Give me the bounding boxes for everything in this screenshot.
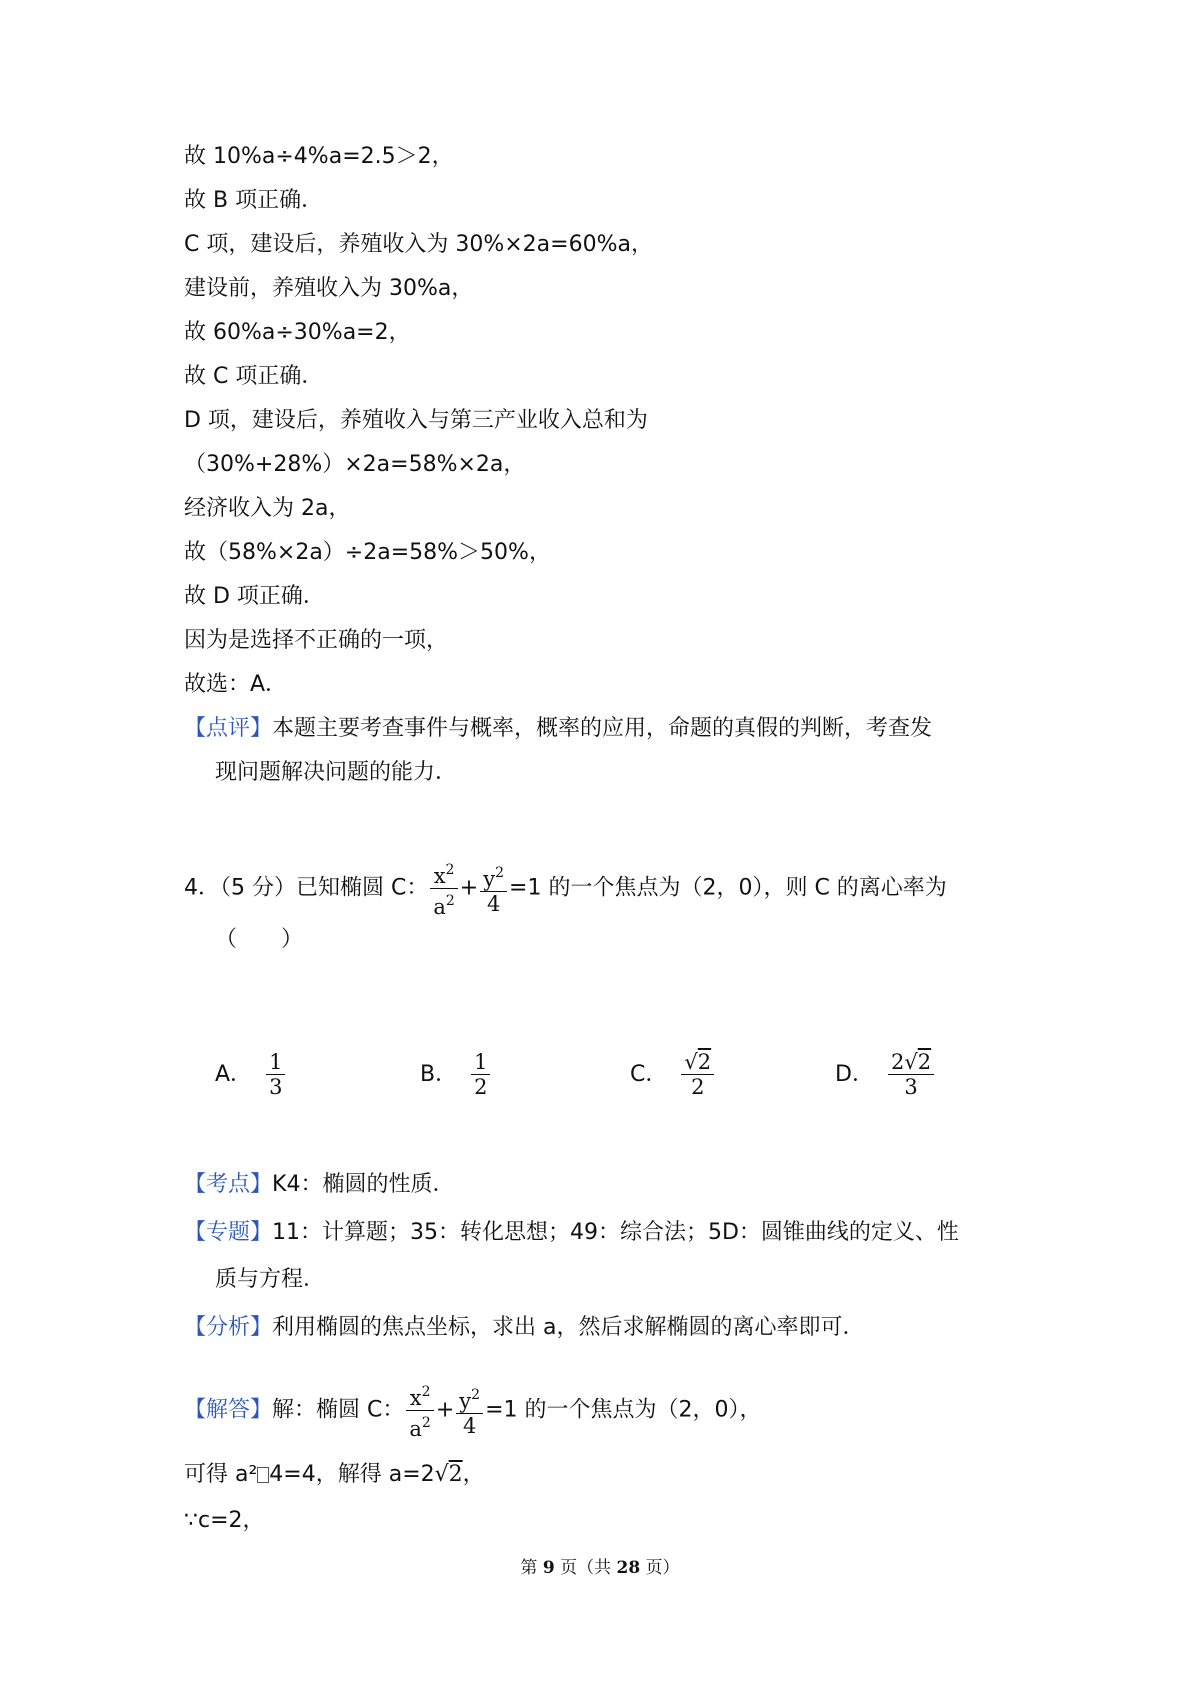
missing-glyph-box xyxy=(257,1467,269,1483)
fraction-x-over-a: $\frac{x^2}{a^2}$ xyxy=(430,858,457,919)
solution-line: C 项，建设后，养殖收入为 30%×2a=60%a， xyxy=(184,232,653,257)
solution-line: 因为是选择不正确的一项， xyxy=(184,628,449,653)
review-line xyxy=(184,714,932,744)
solution-step: 可得 a² 4=4，解得 a=2√2， xyxy=(184,1462,485,1487)
solution-line: 故（58%×2a）÷2a=58%＞50%， xyxy=(184,540,551,565)
review-text: 本题主要考查事件与概率，概率的应用，命题的真假的判断，考查发 xyxy=(272,716,933,741)
jieda-tag: 【解答】 xyxy=(184,1397,273,1423)
zhuanti-tag: 【专题】 xyxy=(184,1220,273,1245)
review-tag: 【点评】 xyxy=(184,716,273,741)
solution-line: 故 C 项正确． xyxy=(184,364,324,389)
page-footer: 第 9 页（共 28 页） xyxy=(520,1558,680,1578)
fenxi-tag: 【分析】 xyxy=(184,1315,273,1340)
option-d[interactable]: D． $\frac{2√2}{3}$ xyxy=(835,1050,936,1099)
fraction-y-over-4: $\frac{y^2}{4}$ xyxy=(480,861,507,916)
question-suffix: =1 的一个焦点为（2，0），则 C 的离心率为 xyxy=(509,875,947,901)
solution-line: 建设前，养殖收入为 30%a， xyxy=(184,276,474,301)
solution-line: （30%+28%）×2a=58%×2a， xyxy=(184,452,526,477)
solution-line: 故 B 项正确． xyxy=(184,188,324,213)
zhuanti-line: 【专题】11：计算题；35：转化思想；49：综合法；5D：圆锥曲线的定义、性 xyxy=(184,1220,959,1245)
option-a[interactable]: A． $\frac{1}{3}$ xyxy=(215,1050,287,1099)
kaodian-tag: 【考点】 xyxy=(184,1172,273,1197)
zhuanti-line-2: 质与方程． xyxy=(215,1267,326,1292)
fenxi-line: 【分析】利用椭圆的焦点坐标，求出 a，然后求解椭圆的离心率即可． xyxy=(184,1315,865,1340)
question-prefix: 4．（5 分）已知椭圆 C： xyxy=(184,875,429,901)
question-stem: 4．（5 分）已知椭圆 C： $\frac{x^2}{a^2}$ + $\frac{y^2}{4}$ =1 的一个焦点为（2，0），则 C 的离心率为 xyxy=(184,858,947,919)
kaodian-line: 【考点】K4：椭圆的性质． xyxy=(184,1172,455,1197)
fraction-x-over-a: $\frac{x^2}{a^2}$ xyxy=(406,1380,433,1441)
solution-line: 故 60%a÷30%a=2， xyxy=(184,320,411,345)
solution-step: ∵c=2， xyxy=(184,1508,265,1533)
solution-line: 故 D 项正确． xyxy=(184,584,325,609)
answer-paren: （ ） xyxy=(215,927,304,952)
review-line-2: 现问题解决问题的能力． xyxy=(215,760,458,785)
option-b[interactable]: B． $\frac{1}{2}$ xyxy=(420,1050,492,1099)
solution-line: 经济收入为 2a， xyxy=(184,496,351,521)
fraction-y-over-4: $\frac{y^2}{4}$ xyxy=(456,1383,483,1438)
solution-line: D 项，建设后，养殖收入与第三产业收入总和为 xyxy=(184,408,648,433)
option-c[interactable]: C． $\frac{√2}{2}$ xyxy=(630,1050,716,1099)
solution-line: 故 10%a÷4%a=2.5＞2， xyxy=(184,144,454,169)
jieda-line: 【解答】解：椭圆 C： $\frac{x^2}{a^2}$ + $\frac{y^2}{4}$ =1 的一个焦点为（2，0）， xyxy=(184,1380,761,1441)
solution-line: 故选：A． xyxy=(184,672,288,697)
